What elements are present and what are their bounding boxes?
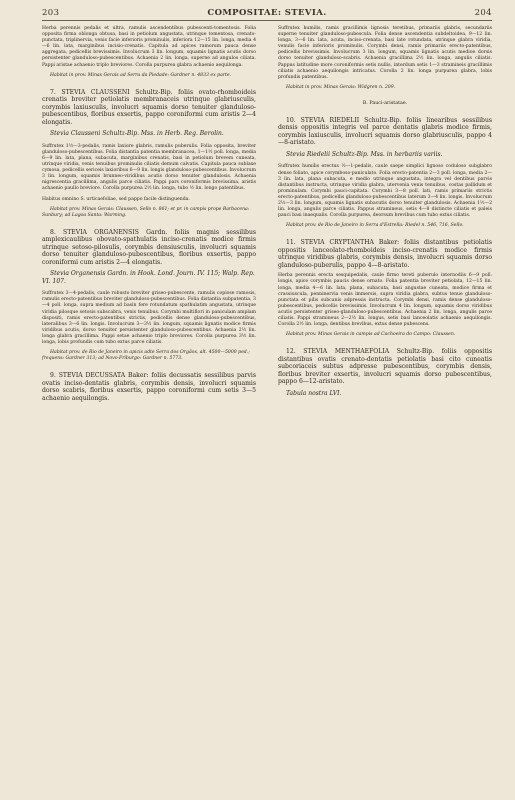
section-heading: B. Pauci-aristatae. [362,100,408,106]
page-number-right: 204 [474,8,492,18]
species-entry: 8. STEVIA ORGANENSIS Gardn. foliis magnis sessilibus amplexicaulibus obovato-spathulatis inciso-crenatis modice firmis utrinque setoso-pilosulis, corymbis densiusculis, involucri squamis dorso tenuiter glanduloso-pubescentibus, floribus exsertis, pappo coroniformi cum aristis 2—4 elongatis. [42,228,256,266]
reference-line: Tabula nostra LVI. [286,389,342,397]
right-column [278,26,492,403]
habitat-note: Habitat prov. Minas Gerais: Claussen, Sello n. 861; et pr. in campis prope Barbacena: Sunbury; ad Lagoa Santa: Warming. [42,206,250,218]
reference-line: Stevia Organensis Gardn. in Hook. Lond. Journ. IV. 115; Walp. Rep. VI. 107. [42,270,255,285]
habitat-note: Habitat prov. Minas Gerais in campis ad Cachoeira do Campo: Claussen. [286,332,456,338]
description-paragraph: Herba perennis erecta sesquipedalis, caule firmo tereti puberulo internodiis 6—9 poll. longis, apice corymbis paucis dense ornato. Folia patentia breviter petiolata, 12—15 lin. longa, media 4—6 lin. lata, plana, subacuta, basi angustae cuneata, modice firma et crassiuscula, penninervia venis immersis, supra viridia glabra, subtus tenue glanduloso-punctata et pilis subcanis adpressis instructa. Corymbi densi, ramis dense glanduloso-pubescentibus, pedicellis brevissimis. Involucrum 4 lin. longum, squamis dorso viridibus acutis persistenter griseo-glanduloso-pubescentibus. Achaenia 2 lin. longa, angulis parce ciliatis. Pappi stramineus 2—2½ lin. longus, setis basi lanceolatis achaenio aequilongis. Corolla 2½ lin. longa, dentibus brevibus, extus dense pubescens. [278,273,492,328]
habitat-note: Habitat in prov. Minas Gerais ad Serra da Piedade: Gardner n. 4833 ex parte. [50,72,232,78]
description-paragraph: Suffrutex humilis erectus ½—1-pedalis, caule saepe simplici lignoso coduloso subglabro dense foliato, apice corymboso-paniculato. Folia erecto-patentia 2—3 poll. longa, media 2—3 lin. lata, plana subacuta, e medio utrinque angustata, integra vel dentibus parvis distantibus instructa, utrinque viridia glabra, utervenia venis tenuibus, costas pallidum et prominulam. Corymbi pauci-capitata. Corymbi 3—8 poll. lati, ramis primariis strictis erecto-patentibus, pedicellis glanduloso-pubescentibus laterum 3—4 lin. longis. Involucrum 2½—3 lin. longum, squamis lignatis subacutis dorso tenuiter glandulosis. Achaenia 1½—2 lin. longa, angulis parce ciliatis. Pappus stramineus, setis 4—8 distincte ciliatis et paleis pauci basi inaequalis. Corolla purpurea, deorsum brevibus cum tubo extus ciliatis. [278,164,492,219]
reference-line: Stevia Clausseni Schultz-Bip. Mss. in Herb. Reg. Berolin. [50,130,224,138]
description-paragraph: Herba perennis pedalis et ultra, ramulis ascendentibus pubescenti-tomentosis. Folia opposita firma oblonga obtusa, basi in petiolum angustata, utrinque tomentosa, crenato-punctata, triplinervia, venis facie inferioris prominulis, inferiora 12—15 lin. longa, media 4—6 lin. lata, marginibus incisio-crenatis. Capitula ad apices ramorum pauca dense aggregata, pedicellis brevissimis. Involucrum 3 lin. longum, squamis lignatis acutis dorso persistenter glanduloso-pubescentibus. Achaenia 2 lin. longa, superne ad angulos ciliata. Pappi aristae achaenio triplo breviores. Corolla purpurea glabra achaenio aequilonga. [42,26,256,68]
description-paragraph: Suffrutex 1½—3-pedalis, ramis laxiore glabris, ramulis puberulis. Folia opposita, breviter glanduloso-pubescentibus. Folia distantia patentia membranacea, 1—1½ poll. longa, media 6—9 lin. lata, plana, subacuta, marginibus crenatis, basi in petiolum brevem cuneata, utrinque viridia, venis tenuibus prominulis ciliatis demum calvatis. Capitula pauca sublaxe cymosa, pedicellis sericeis laxioribus 6—9 lin. longis glanduloso-pubescentibus. Involucrum 3 lin. longum, squamis brunneo-viridibus acutis dorso tenuiter glandulosis. Achaenia nigrescentia gracillima, angulis parce ciliatis. Pappi pars coroniformis brevissima, aristis achaenio paullo breviore. Corolla purpurea 2½ lin. longa, tubo ½ lin. longo patentibus. [42,143,256,192]
page-number-left: 203 [42,8,60,18]
species-entry: 12. STEVIA MENTHAEFOLIA Schultz-Bip. foliis oppositis distantibus ovatis crenato-dentatis petiolatis basi cito cuneatis subcoriaceis subtus adpresse pubescentibus, corymbis densis, floribus breviter exsertis, involucri squamis dorso pubescentibus, pappo 6—12-aristato. [278,348,492,386]
description-paragraph: Suffrutex humilis, ramis gracillimis lignosis teretibus, primariis glabris, secundariis superne tenuiter glanduloso-pubescula. Folia dense ascendentia subdeltoidea, 9—12 lin. longa, 3—6 lin. lata, acuta, inciso-crenata, basi late rotundata, utrinque glabra viridia, venulis facie inferioris prominulis. Corymbi densi, ramis primariis erecto-patentibus, pedicellis brevissimis. Involucrum 3 lin. longum, squamis lignatis acutis medioe dorsis dorso tenuiter glanduloso-scabris. Achaenia gracillima 2½ lin. longa, angulis ciliatis. Pappus latitudine more coroniformis setis nullis, interdum setis 1—3 stramineis gracillimis ciliatis achaenio aequilongis intricatus. Corolla 2 lin. longa purpurea glabra, lobis profundis patentibus. [278,26,492,80]
left-column [42,26,256,406]
habitat-note: Habitat in prov. Minas Gerais: Widgren n. 209. [286,84,396,90]
description-paragraph: Suffrutex 3—4-pedalis, caule robusto breviter griseo-pubescente, ramulis copiose ramosis, ramulis erecto-patentibus breviter glanduloso-pubescentibus. Folia distantia subpatentia, 3—4 poll. longa, supra medium ad basin fere rotundatum spathulatim angustata, utrinque viridia pilosque setosis subscabra, venis tenuibus. Corymbi multiflori in paniculam amplam dispositi, ramis erecto-patentibus strictis, pedicellis dense glanduloso-pubescentibus, lateralibus 3—6 lin. longis. Involucrum 3—3½ lin. longum, squamis lignatis modice firmis viridibus acutis, dorso tenuiter persistenter glanduloso-pubescentibus. Achaenia 2½ lin. longa glabra gracillima. Pappi setae achaenio triplo breviores. Corolla purpurea 3½ lin. longa, lobis profundis cum tubo extus parce ciliatis. [42,291,256,346]
header-rule [42,20,492,21]
description-paragraph: Habitus omnino S. urticaefoliae, sed pappo facile distinguenda. [42,196,190,202]
species-entry: 11. STEVIA CRYPTANTHA Baker: foliis distantibus petiolatis oppositis lanceolato-rhomboideis inciso-crenatis modice firmis utrinque viridibus glabris, corymbis densis, involucri squamis dorso glanduloso-puberulis, pappo 4—8-aristato. [278,239,492,269]
habitat-note: Habitat prov. de Rio de Janeiro in Serra d'Estrella: Riedel n. 546, 716, Sello. [286,223,464,229]
species-entry: 7. STEVIA CLAUSSENI Schultz-Bip. foliis ovato-rhomboideis crenatis breviter petiolatis membranaceis utrinque glabriusculis, corymbis laxiusculis, involucri squamis dorso tenuiter glanduloso-pubescentibus, floribus exsertis, pappo coroniformi cum aristis 2—4 elongatis. [42,88,256,126]
species-entry: 9. STEVIA DECUSSATA Baker: foliis decussatis sessilibus parvis ovatis inciso-dentatis glabris, corymbis densis, involucri squamis dorso scabris, floribus exsertis, pappo coroniformi cum setis 3—5 achaenio aequilongis. [42,372,256,402]
habitat-note: Habitat prov. de Rio de Janeiro in apicis adte Serra dos Orgãos, alt. 4500—5000 ped.; frequens: Gardner 313; ad Novo-Friburgo: Gardner n. 5773. [42,350,250,362]
species-entry: 10. STEVIA RIEDELII Schultz-Bip. foliis linearibus sessilibus densis oppositis integris vel parce dentatis glabris modice firmis, corymbis laxiusculis, involucri squamis dorso glabriusculis, pappo 4—8-aristato. [278,116,492,147]
reference-line: Stevia Riedelii Schultz-Bip. Mss. in herbariis variis. [286,150,443,158]
running-title: COMPOSITAE: STEVIA. [207,8,327,18]
